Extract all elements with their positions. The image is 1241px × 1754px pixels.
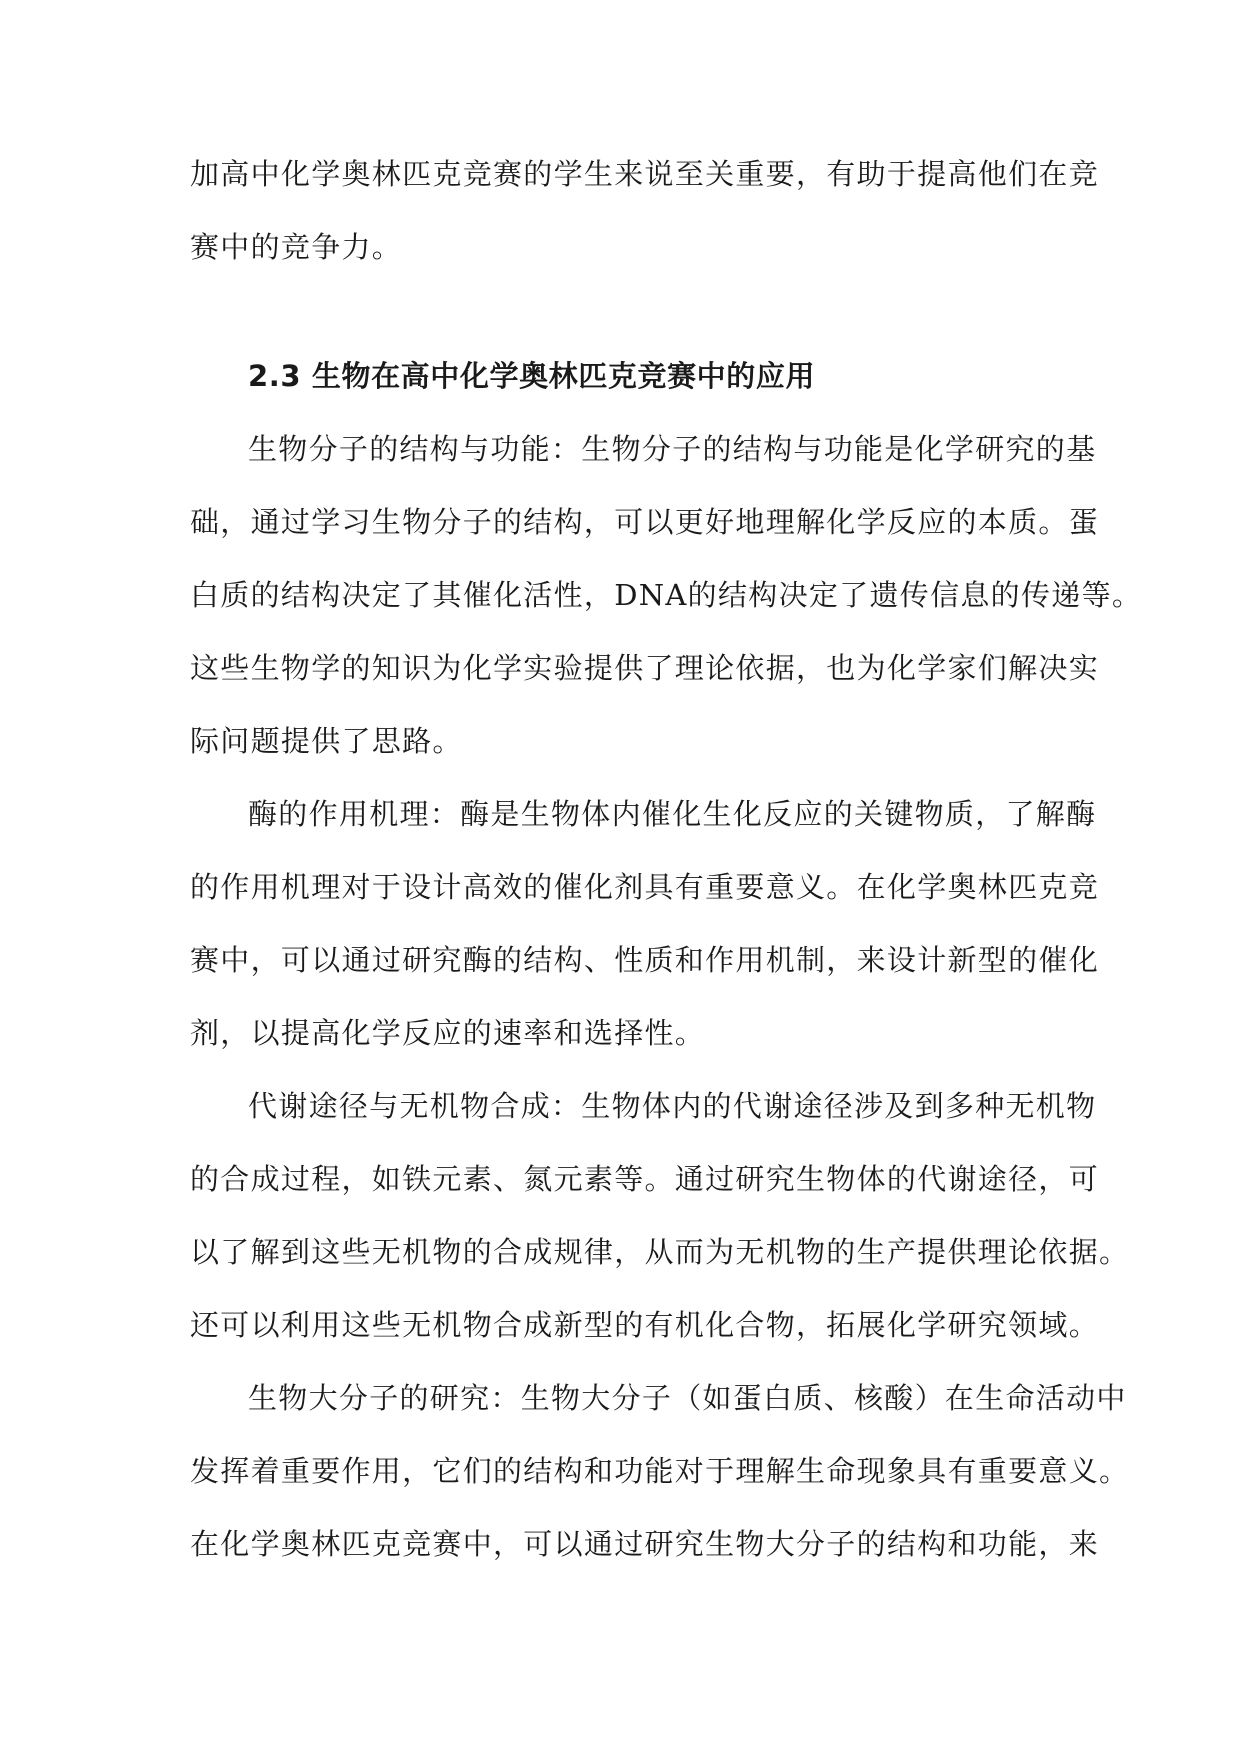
text-line: 加高中化学奥林匹克竞赛的学生来说至关重要，有助于提高他们在竞 — [190, 157, 1100, 191]
text-line: 代谢途径与无机物合成：生物体内的代谢途径涉及到多种无机物 — [248, 1089, 1097, 1123]
section-heading: 2.3 生物在高中化学奥林匹克竞赛中的应用 — [248, 359, 816, 393]
text-line: 生物分子的结构与功能：生物分子的结构与功能是化学研究的基 — [248, 432, 1097, 466]
text-line: 剂，以提高化学反应的速率和选择性。 — [190, 1016, 706, 1050]
text-line: 础，通过学习生物分子的结构，可以更好地理解化学反应的本质。蛋 — [190, 505, 1100, 539]
paragraph-enzymes — [190, 778, 1100, 1070]
text-line: 的合成过程，如铁元素、氮元素等。通过研究生物体的代谢途径，可 — [190, 1162, 1100, 1196]
text-line: 赛中，可以通过研究酶的结构、性质和作用机制，来设计新型的催化 — [190, 943, 1100, 977]
text-line: 白质的结构决定了其催化活性，DNA的结构决定了遗传信息的传递等。 — [190, 578, 1143, 612]
paragraph-metabolism — [190, 1070, 1130, 1362]
text-line: 生物大分子的研究：生物大分子（如蛋白质、核酸）在生命活动中 — [248, 1381, 1127, 1415]
text-line: 赛中的竞争力。 — [190, 230, 403, 264]
text-line: 发挥着重要作用，它们的结构和功能对于理解生命现象具有重要意义。 — [190, 1454, 1130, 1488]
text-line: 这些生物学的知识为化学实验提供了理论依据，也为化学家们解决实 — [190, 651, 1100, 685]
text-line: 际问题提供了思路。 — [190, 724, 463, 758]
text-line: 还可以利用这些无机物合成新型的有机化合物，拓展化学研究领域。 — [190, 1308, 1100, 1342]
continuation-paragraph — [190, 138, 1100, 284]
paragraph-macromolecules — [190, 1362, 1130, 1581]
text-line: 在化学奥林匹克竞赛中，可以通过研究生物大分子的结构和功能，来 — [190, 1527, 1100, 1561]
text-line: 酶的作用机理：酶是生物体内催化生化反应的关键物质，了解酶 — [248, 797, 1097, 831]
paragraph-biomolecules — [190, 413, 1143, 778]
text-line: 以了解到这些无机物的合成规律，从而为无机物的生产提供理论依据。 — [190, 1235, 1130, 1269]
document-page — [190, 138, 1143, 1581]
text-line: 的作用机理对于设计高效的催化剂具有重要意义。在化学奥林匹克竞 — [190, 870, 1100, 904]
